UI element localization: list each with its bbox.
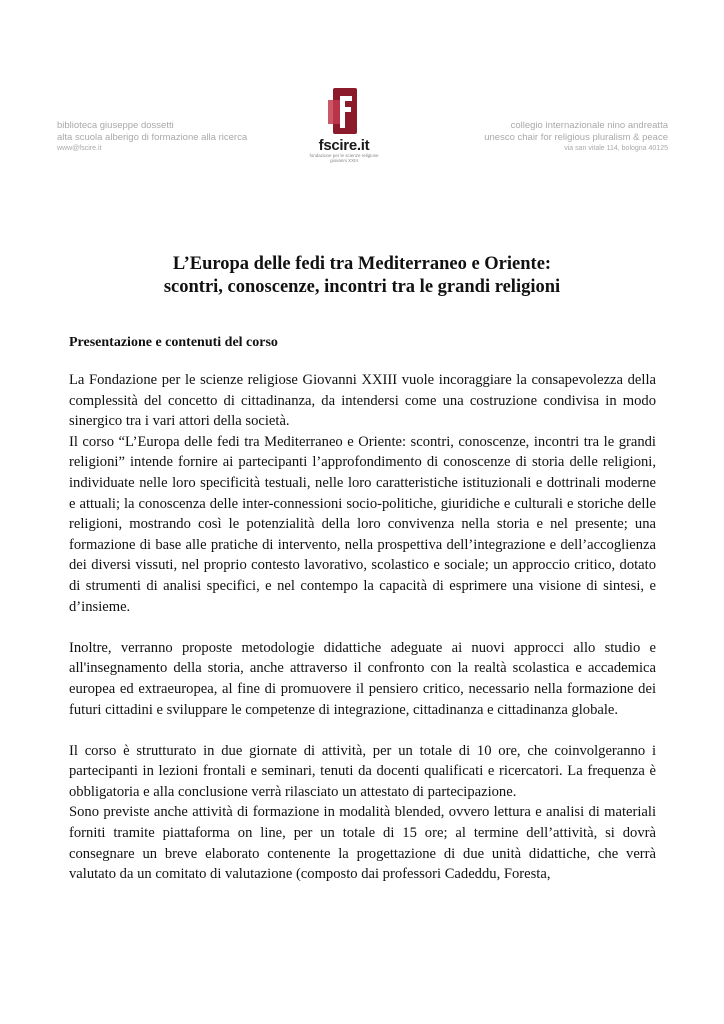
letterhead-right-line: via san vitale 114, bologna 40125: [564, 145, 668, 152]
document-title: [0, 253, 724, 299]
fscire-logo: [308, 88, 380, 168]
logo-wordmark: fscire.it: [318, 137, 370, 154]
paragraph: Il corso “L’Europa delle fedi tra Mediterraneo e Oriente: scontri, conoscenze, incontri tra le grandi religioni” intende fornire ai partecipanti l’approfondimento di conoscenze di storia delle religioni, individuate nelle loro specificità testuali, nelle loro caratteristiche istituzionali e dottrinali moderne e attuali; la conoscenza delle inter-connessioni socio-politiche, giuridiche e culturali e storiche delle religioni, mostrando così le potenzialità della loro convivenza nella storia e nel presente; una formazione di base alle pratiche di intervento, nella prospettiva dell’integrazione e dell’accoglienza dei diversi vissuti, nel proprio contesto lavorativo, scolastico e sociale; un approccio critico, dotato di strumenti di analisi specifici, e nel contempo la capacità di esprimere una visione di sintesi, e d’insieme.: [69, 433, 656, 615]
title-line-1: L’Europa delle fedi tra Mediterraneo e Oriente:: [172, 254, 552, 274]
paragraph: Inoltre, verranno proposte metodologie didattiche adeguate ai nuovi approcci allo studio e all'insegnamento della storia, anche attraverso il confronto con la realtà scolastica e accademica europea ed extraeuropea, al fine di promuovere il pensiero critico, necessario nella formazione dei futuri cittadini e sviluppare le competenze di integrazione, cittadinanza e cittadinanza globale.: [69, 639, 656, 718]
letterhead-left-address: [57, 120, 247, 154]
letterhead-right-line: collegio internazionale nino andreatta: [510, 120, 668, 131]
letterhead-left-line: www@fscire.it: [57, 145, 102, 152]
logo-subtitle: fondazione per le scienze religiose giovanni XXIII: [309, 153, 379, 163]
title-line-2: scontri, conoscenze, incontri tra le grandi religioni: [163, 277, 561, 297]
letterhead-left-line: biblioteca giuseppe dossetti: [57, 120, 174, 131]
paragraph: Il corso è strutturato in due giornate di attività, per un totale di 10 ore, che coinvolgeranno i partecipanti in lezioni frontali e seminari, tenuti da docenti qualificati e ricercatori. La frequenza è obbligatoria e alla conclusione verrà rilasciato un attestato di partecipazione.: [69, 742, 656, 800]
letterhead-right-address: [484, 120, 668, 154]
paragraph: La Fondazione per le scienze religiose Giovanni XXIII vuole incoraggiare la consapevolezza della complessità del concetto di cittadinanza, da intendersi come una costruzione condivisa in modo sinergico tra i vari attori della società.: [69, 372, 656, 430]
letterhead-left-line: alta scuola alberigo di formazione alla ricerca: [57, 132, 248, 143]
paragraph: Sono previste anche attività di formazione in modalità blended, ovvero lettura e analisi di materiali forniti tramite piattaforma on line, per un totale di 15 ore; al termine dell’attività, si dovrà consegnare un breve elaborato contenente la progettazione di due unità didattiche, che verrà valutato da un comitato di valutazione (composto dai professori Cadeddu, Foresta,: [69, 804, 656, 883]
letterhead: [0, 88, 724, 168]
section-heading: Presentazione e contenuti del corso: [69, 335, 278, 350]
fscire-logo-icon: [326, 88, 362, 138]
document-body: [69, 370, 656, 885]
letterhead-right-line: unesco chair for religious pluralism & peace: [484, 132, 668, 143]
